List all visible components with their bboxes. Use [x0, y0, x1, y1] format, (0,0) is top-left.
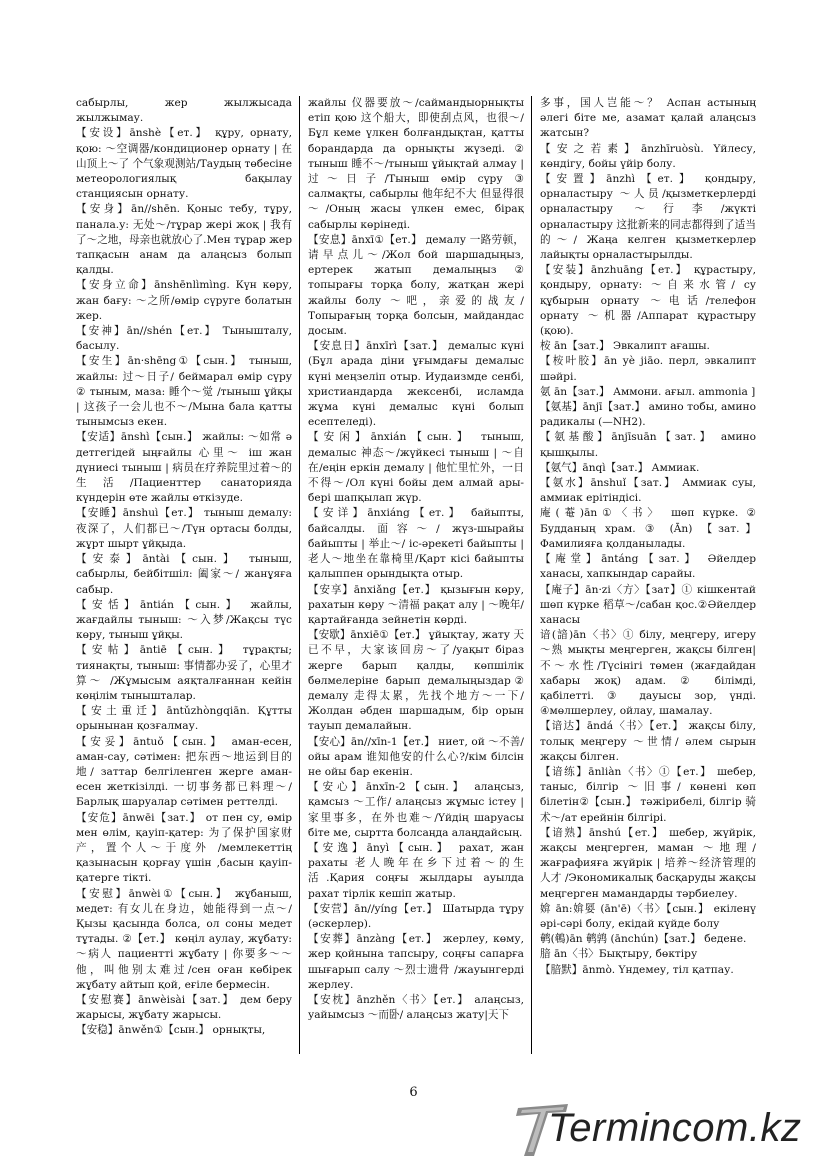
dictionary-entry: 【安枕】ānzhěn〈书〉【ет.】 алаңсыз, уайымсыз ～而卧/ алаңсыз жату|天下	[308, 993, 524, 1022]
dictionary-entry: 【安享】ānxiǎng【ет.】 қызығын көру, рахатын көру ～清福 рақат алу | ～晚年/ қартайғанда зейнетін көрді.	[308, 583, 524, 626]
dictionary-entry: 【安适】ānshì【сын.】 жайлы: ～如常 ә детгегідей ыңғайлы 心里～ іш жан дүниесі тыныш | 病员在疗养院里过着～的生活/Пациенттер санаторияда күндерін өте жайлы өткізуде.	[76, 431, 292, 505]
dictionary-entry: 【安心】ān//xīn-1【ет.】 ниет, ой ～不善/ойы арам 谁知他安的什么心?/кім білсін не ойы бар екенін.	[308, 735, 524, 778]
dictionary-entry: 氨 ān【зат.】 Аммони. ағыл. ammonia ]	[540, 385, 756, 398]
dictionary-entry: 【安闲】ānxián【сын.】 тыныш, демалыс 神态～/жүйкесі тыныш | ～自在/еңін еркін демалу | 他忙里忙外，一日不得～/Ол күні бойы дем алмай ары-бері шапқылап жүр.	[308, 431, 524, 505]
dictionary-entry: 【氨水】ānshuǐ【зат.】 Аммиак суы, аммиак ерітіндісі.	[540, 477, 756, 505]
column-3	[540, 96, 756, 1054]
dictionary-entry: 【桉叶胶】ān yè jiāo. перл, эвкалипт шәйрі.	[540, 355, 756, 383]
column-2	[308, 96, 524, 1054]
dictionary-entry: 【安稳】ānwěn①【сын.】 орнықты,	[76, 1024, 266, 1037]
dictionary-entry: 【安恬】āntián【сын.】 жайлы, жағдайлы тыныш: ～入梦/Жақсы түс көру, тыныш ұйқы.	[76, 598, 292, 642]
dictionary-entry: 多事，国人岂能～？ Аспан астының әлегі біте ме, азамат қалай алаңсыз жатсын?	[540, 97, 756, 140]
column-1	[76, 96, 292, 1054]
dictionary-entry: 鹌(鵪)ān 鹌鹑 (ānchún)【зат.】 бедене.	[540, 933, 747, 946]
dictionary-entry: 【安葬】ānzàng【ет.】 жерлеу, көму, жер қойнына тапсыру, соңғы сапарға шығарып салу ～烈士遗骨 /жауынгерді жерлеу.	[308, 933, 524, 991]
dictionary-entry: 【氨基】ānjī【зат.】 амино тобы, амино радикалы (—NH2).	[540, 401, 756, 429]
dictionary-entry: 【安心】ānxīn-2【сын.】 алаңсыз, қамсыз ～工作/ алаңсыз жұмыс істеу | 家里事多，在外也难～/Үйдің шаруасы біте ме, сыртта болсаңда алаңдайсың.	[308, 781, 524, 839]
column-divider	[299, 96, 300, 1054]
dictionary-entry: 【安神】ān//shén【ет.】 Тынышталу, басылу.	[76, 325, 292, 353]
dictionary-entry: 庵(菴)ān①〈书〉 шөп күрке. ② Будданың храм. ③ (Ān) 【зат.】 Фамилияға қолданылады.	[540, 507, 756, 550]
logo-text: Termincom.kz	[548, 1106, 802, 1150]
dictionary-entry: 【安生】ān·shēng①【сын.】 тыныш, жайлы: 过～日子/ беймарал өмір сүру ② тыным, маза: 睡个～觉 /тыныш ұйқы | 这孩子一会儿也不～/Мына бала қатты тынымсыз екен.	[76, 355, 292, 429]
dictionary-entry: сабырлы, жер жылжысада жылжымау.	[76, 97, 292, 125]
dictionary-entry: 【安置】ānzhì【ет.】 қондыру, орналастыру ～人员/қызметкерлерді орналастыру ～行李/жүкті орналастыру 这批新来的同志都得到了适当的～/ Жаңа келген қызметкерлер лайықты орналастырылды.	[540, 173, 756, 262]
dictionary-entry: 【安逸】ānyì【сын.】 рахат, жан рахаты 老人晚年在乡下过着～的生活.Қария соңғы жылдары ауылда рахат тірлік кешіп жатыр.	[308, 841, 524, 900]
column-divider	[531, 96, 532, 1054]
dictionary-entry: 【氨基酸】ānjīsuān【зат.】 амино қышқылы.	[540, 431, 756, 459]
dictionary-entry: 谙(諳)ān〈书〉① білу, меңгеру, игеру ～熟 мықты меңгерген, жақсы білген| 不～水性/Түсінігі төмен (жағдайдан хабары жоқ) адам. ② білімді, қабілетті. ③ дауысы зор, үнді. ④мөлшерлеу, ойлау, шамалау.	[540, 629, 756, 718]
dictionary-entry: 【安装】ānzhuāng【ет.】 құрастыру, қондыру, орнату: ～自来水管/ су құбырын орнату ～电话/телефон орнату ～机器/Аппарат құрастыру (қою).	[540, 264, 756, 338]
dictionary-entry: 【安歇】ānxiē①【ет.】 ұйықтау, жату 天已不早，大家该回房～了/уақыт біраз жерге барып қалды, көпшілік бөлмелеріне барып демалыңыздар② демалу 走得太累，先找个地方～一下/Жолдан әбден шаршадым, бір орын тауып демалайын.	[308, 629, 524, 733]
dictionary-page	[76, 96, 756, 1056]
dictionary-entry: 【庵堂】āntáng【зат.】 Әйелдер ханасы, хапкындар сарайы.	[540, 553, 756, 581]
dictionary-entry: 【安息日】ānxīrì【зат.】 демалыс күні (Бұл арада діни ұғымдағы демалыс күні меңзеліп отыр. Иудаизмде сенбі, христиандарда жексенбі, исламда жұма күні демалыс күні болып есептеледі).	[308, 340, 524, 429]
dictionary-entry: 【谙熟】ānshú【ет.】 шебер, жүйрік, жақсы меңгерген, маман ～地理/жағрафияға жүйрік | 培养～经济管理的人才 /Экономикалық басқаруды жақсы меңгерген мамандарды тәрбиелеу.	[540, 826, 756, 900]
dictionary-entry: 【安之若素】ānzhīruòsù. Үйлесу, көндігу, бойы үйір болу.	[540, 142, 756, 170]
dictionary-entry: 【安慰赛】ānwèisài【зат.】 дем беру жарысы, жұбату жарысы.	[76, 993, 292, 1022]
dictionary-entry: 腤 ān〈书〉Бықтыру, бөктіру	[540, 948, 698, 961]
dictionary-entry: 【安土重迁】āntǔzhòngqiān. Құтты орынынан қозғалмау.	[76, 705, 292, 733]
dictionary-entry: 【安详】ānxiáng【ет.】 байыпты, байсалды. 面容～/ жүз-шырайы байыпты | 举止～/ іс-әрекеті байыпты | 老人～地坐在靠椅里/Қарт кісі байыпты қалыппен орындықта отыр.	[308, 507, 524, 581]
dictionary-entry: 【安帖】āntiē【сын.】 тұрақты; тиянақты, тыныш: 事情都办妥了，心里才算～ /Жұмысым аяқталғаннан кейін көңілім тынышталар.	[76, 644, 292, 702]
dictionary-entry: 【安睡】ānshuì【ет.】 тыныш демалу: 夜深了，人们都已～/Түн ортасы болды, жұрт шырт ұйқыда.	[76, 507, 292, 550]
dictionary-entry: 【安营】ān//yíng【ет.】 Шатырда тұру (әскерлер).	[308, 902, 524, 930]
dictionary-entry: 【安息】ānxī①【ет.】 демалу 一路劳顿，请早点儿～/Жол бой шаршадыңыз, ертерек жатып демалыңыз② топырағы торқа болу, жатқан жері жайлы болу ～吧，亲爱的战友/Топырағың торқа болсын, майдандас досым.	[308, 233, 524, 338]
dictionary-entry: 【安身】ān//shēn. Қоныс тебу, тұру, панала.у: 无处～/тұрар жері жоқ | 我有了～之地，母亲也就放心了.Мен тұрар жер тапқасын анам да алаңсыз болып қалды.	[76, 203, 292, 277]
dictionary-entry: 桉 ān【зат.】 Эвкалипт ағашы.	[540, 340, 710, 353]
dictionary-entry: 【安妥】āntuǒ【сын.】 аман-есен, аман-сау, сәтімен: 把东西～地运到目的地/ заттар белгіленген жерге аман-есен жеткізілді. 一切事务都已料理～/Барлық шаруалар сәтімен реттелді.	[76, 735, 292, 809]
dictionary-entry: 【谙达】āndá〈书〉【ет.】 жақсы білу, толық меңгеру ～世情/ әлем сырын жақсы білген.	[540, 720, 756, 763]
dictionary-entry: 【庵子】ān·zi〈方〉【зат】① кішкентай шөп күрке 稻草～/сабан қос.②Әйелдер ханасы	[540, 583, 756, 626]
dictionary-entry: 【安身立命】ānshēnlìmìng. Күн көру, жан бағу: ～之所/өмір сүруге болатын жер.	[76, 279, 292, 322]
dictionary-entry: 【腤默】ānmò. Үндемеу, тіл қатпау.	[540, 963, 734, 976]
site-logo[interactable]	[512, 1100, 812, 1160]
dictionary-entry: жайлы 仪器要放～/саймандыорнықты етіп қою 这个船大，即使刮点风，也很～/Бұл кеме үлкен болғандықтан, қатты борандарда да орнықты жүзеді. ② тыныш 睡不～/тыныш ұйықтай алмау | 过～日子/Тыныш өмір сүру ③ салмақты, сабырлы 他年纪不大 但显得很～/Оның жасы үлкен емес, бірақ сабырлы көрінеді.	[308, 97, 524, 231]
dictionary-entry: 【安慰】ānwèi①【сын.】 жұбаныш, медет: 有女儿在身边，她能得到一点～/Қызы қасында болса, ол соны медет тұтады. ②【ет.】 көңіл аулау, жұбату: ～病人 пациентті жұбату | 你要多～～他，叫他别太难过/сен оған көбірек жұбату айтып қой, еғіле бермесін.	[76, 887, 292, 991]
dictionary-entry: 【安设】ānshè【ет.】 құру, орнату, қою: ～空调器/кондиционер орнату | 在山顶上～了 个气象观测站/Таудың төбесіне метеорологиялық бақылау станциясын орнату.	[76, 127, 292, 201]
dictionary-entry: 【安泰】āntài【сын.】 тыныш, сабырлы, бейбітшіл: 阖家～/ жанұяға сабыр.	[76, 553, 292, 596]
dictionary-entry: 【安危】ānwēi【зат.】 от пен су, өмір мен өлім, қауіп-қатер: 为了保护国家财产，置个人～于度外 /мемлекеттің қазынасын қорғау үшін ,басын қауіп-қатерге тікті.	[76, 811, 292, 885]
dictionary-entry: 媕 ān:媕娿 (ān'ē)〈书〉【сын.】 екіленү әрі-сәрі болу, екідай күйде болу	[540, 902, 756, 930]
dictionary-entry: 【氨气】ānqì【зат.】 Аммиак.	[540, 461, 700, 474]
page-number: 6	[409, 1085, 418, 1100]
dictionary-entry: 【谙练】ānliàn〈书〉①【ет.】 шебер, таныс, білгір ～旧事/ көнені көп білетін②【сын.】 тәжірибелі, білгір 骑术～/ат ерейнін білгірі.	[540, 765, 756, 824]
